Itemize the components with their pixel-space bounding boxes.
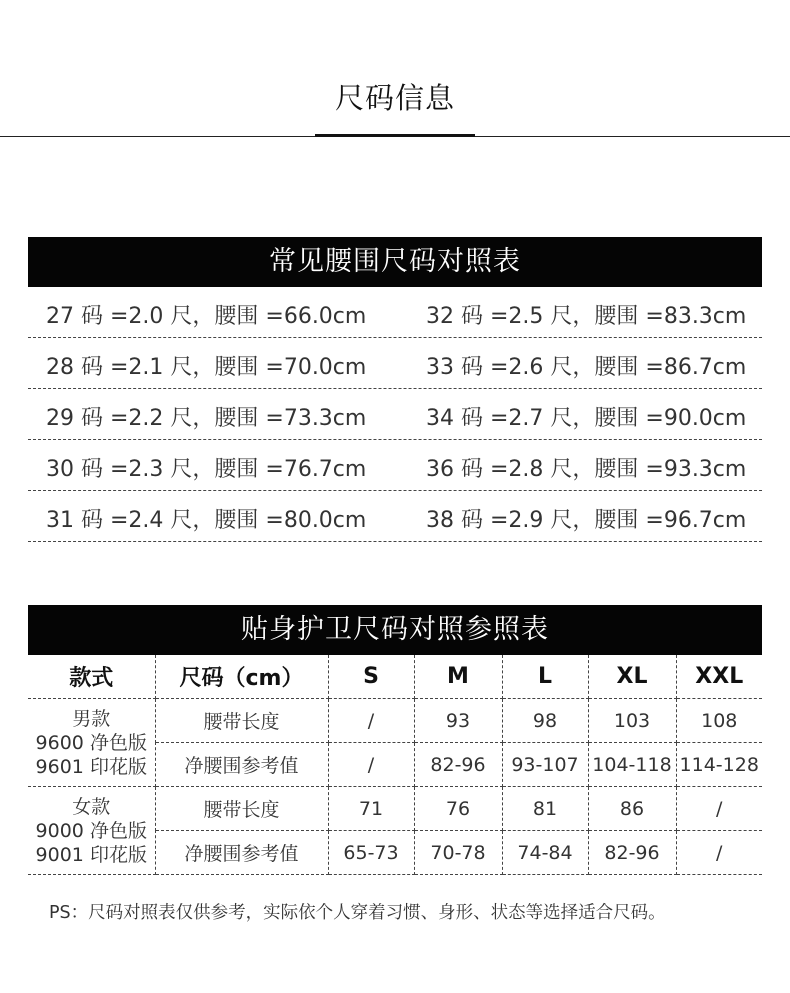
value-cell: 93 [414,699,502,743]
waist-conversion-table [28,287,762,542]
table-header-row [28,655,762,699]
waist-cell: 38 码 =2.9 尺，腰围 =96.7cm [426,508,747,533]
column-header: 尺码（cm） [155,655,328,699]
column-header: XL [588,655,676,699]
waist-cell: 27 码 =2.0 尺，腰围 =66.0cm [46,304,367,329]
value-cell: 104-118 [588,743,676,787]
waist-cell: 34 码 =2.7 尺，腰围 =90.0cm [426,406,747,431]
value-cell: 108 [676,699,762,743]
value-cell: 103 [588,699,676,743]
waist-cell: 28 码 =2.1 尺，腰围 =70.0cm [46,355,367,380]
model-variant: 9001 印花版 [35,843,147,866]
value-cell: / [328,699,414,743]
title-underline [315,134,475,137]
page-title: 尺码信息 [334,81,455,115]
column-header: 款式 [28,655,155,699]
waist-row [28,440,762,491]
model-variant: 9600 净色版 [35,731,147,754]
model-name: 男款 [72,707,111,730]
column-header: M [414,655,502,699]
waist-cell: 29 码 =2.2 尺，腰围 =73.3cm [46,406,367,431]
value-cell: / [676,831,762,875]
waist-table-title: 常见腰围尺码对照表 [28,237,762,287]
waist-cell: 30 码 =2.3 尺，腰围 =76.7cm [46,457,367,482]
model-variant: 9000 净色版 [35,819,147,842]
model-name: 女款 [72,795,111,818]
value-cell: 86 [588,787,676,831]
value-cell: 98 [502,699,588,743]
column-header: XXL [676,655,762,699]
column-header: L [502,655,588,699]
waist-row [28,389,762,440]
value-cell: 65-73 [328,831,414,875]
model-variant: 9601 印花版 [35,755,147,778]
size-table-title: 贴身护卫尺码对照参照表 [28,605,762,655]
table-row [28,699,762,743]
metric-cell: 腰带长度 [155,699,328,743]
metric-cell: 净腰围参考值 [155,743,328,787]
value-cell: / [328,743,414,787]
size-chart-table [28,655,762,875]
value-cell: 93-107 [502,743,588,787]
waist-row [28,287,762,338]
waist-cell: 33 码 =2.6 尺，腰围 =86.7cm [426,355,747,380]
value-cell: 76 [414,787,502,831]
column-header: S [328,655,414,699]
waist-cell: 31 码 =2.4 尺，腰围 =80.0cm [46,508,367,533]
model-cell [28,699,155,787]
value-cell: / [676,787,762,831]
value-cell: 82-96 [414,743,502,787]
waist-cell: 32 码 =2.5 尺，腰围 =83.3cm [426,304,747,329]
value-cell: 70-78 [414,831,502,875]
model-cell [28,787,155,875]
metric-cell: 净腰围参考值 [155,831,328,875]
waist-row [28,338,762,389]
table-row [28,787,762,831]
value-cell: 82-96 [588,831,676,875]
disclaimer-note: PS：尺码对照表仅供参考，实际依个人穿着习惯、身形、状态等选择适合尺码。 [49,903,666,923]
value-cell: 81 [502,787,588,831]
waist-row [28,491,762,542]
metric-cell: 腰带长度 [155,787,328,831]
value-cell: 114-128 [676,743,762,787]
value-cell: 71 [328,787,414,831]
value-cell: 74-84 [502,831,588,875]
waist-cell: 36 码 =2.8 尺，腰围 =93.3cm [426,457,747,482]
